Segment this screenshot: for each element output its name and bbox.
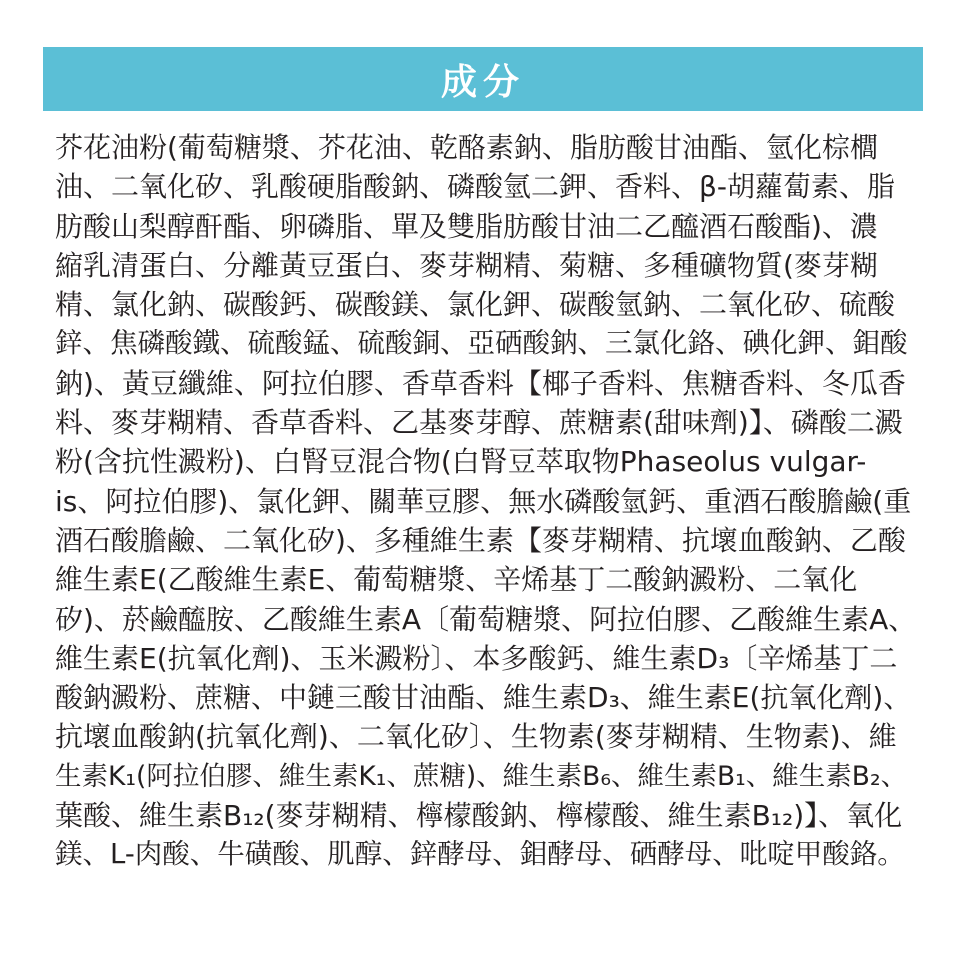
ingredients-line-15: 酸鈉澱粉、蔗糖、中鏈三酸甘油酯、維生素D₃、維生素E(抗氧化劑)、 [55,681,912,715]
ingredients-line-16: 抗壞血酸鈉(抗氧化劑)、二氧化矽〕、生物素(麥芽糊精、生物素)、維 [55,720,897,754]
ingredients-line-9: 粉(含抗性澱粉)、白腎豆混合物(白腎豆萃取物Phaseolus vulgar- [55,445,867,479]
ingredients-line-12: 維生素E(乙酸維生素E、葡萄糖漿、辛烯基丁二酸鈉澱粉、二氧化 [55,563,858,597]
ingredients-line-7: 鈉)、黃豆纖維、阿拉伯膠、香草香料【椰子香料、焦糖香料、冬瓜香 [55,366,906,400]
ingredients-line-4: 縮乳清蛋白、分離黃豆蛋白、麥芽糊精、菊糖、多種礦物質(麥芽糊 [55,248,878,282]
ingredients-text [55,128,917,875]
ingredients-line-1: 芥花油粉(葡萄糖漿、芥花油、乾酪素鈉、脂肪酸甘油酯、氫化棕櫚 [55,131,878,164]
ingredients-line-11: 酒石酸膽鹼、二氧化矽)、多種維生素【麥芽糊精、抗壞血酸鈉、乙酸 [55,523,906,557]
ingredients-line-5: 精、氯化鈉、碳酸鈣、碳酸鎂、氯化鉀、碳酸氫鈉、二氧化矽、硫酸 [55,288,896,322]
ingredients-line-19: 鎂、L-肉酸、牛磺酸、肌醇、鋅酵母、鉬酵母、硒酵母、吡啶甲酸鉻。 [55,838,905,871]
ingredients-line-8: 料、麥芽糊精、香草香料、乙基麥芽醇、蔗糖素(甜味劑)】、磷酸二澱 [55,406,903,440]
section-header-bar [43,47,923,111]
ingredients-line-18: 葉酸、維生素B₁₂(麥芽糊精、檸檬酸鈉、檸檬酸、維生素B₁₂)】、氧化 [55,799,903,833]
ingredients-line-14: 維生素E(抗氧化劑)、玉米澱粉〕、本多酸鈣、維生素D₃〔辛烯基丁二 [55,641,898,675]
ingredients-line-2: 油、二氧化矽、乳酸硬脂酸鈉、磷酸氫二鉀、香料、β-胡蘿蔔素、脂 [55,170,895,204]
ingredients-line-3: 肪酸山梨醇酐酯、卵磷脂、單及雙脂肪酸甘油二乙醯酒石酸酯)、濃 [55,209,878,243]
ingredients-line-13: 矽)、菸鹼醯胺、乙酸維生素A〔葡萄糖漿、阿拉伯膠、乙酸維生素A、 [55,602,917,636]
ingredients-line-17: 生素K₁(阿拉伯膠、維生素K₁、蔗糖)、維生素B₆、維生素B₁、維生素B₂、 [55,760,908,792]
section-title: 成分 [440,61,525,103]
ingredients-line-6: 鋅、焦磷酸鐵、硫酸錳、硫酸銅、亞硒酸鈉、三氯化鉻、碘化鉀、鉬酸 [55,327,908,360]
ingredients-line-10: is、阿拉伯膠)、氯化鉀、關華豆膠、無水磷酸氫鈣、重酒石酸膽鹼(重 [55,484,912,518]
